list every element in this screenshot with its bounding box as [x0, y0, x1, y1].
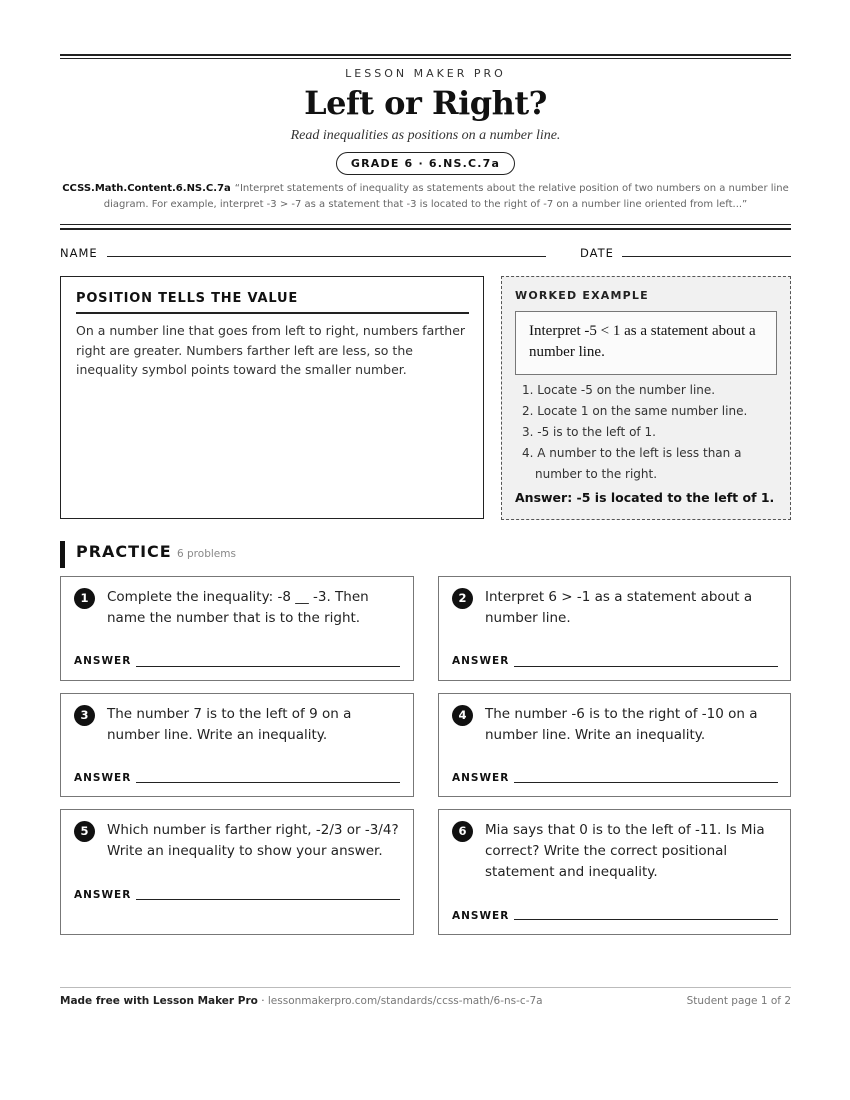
standard-code: CCSS.Math.Content.6.NS.C.7a	[62, 183, 231, 194]
worked-example-prompt: Interpret -5 < 1 as a statement about a number line.	[515, 311, 777, 375]
answer-field[interactable]	[136, 899, 400, 900]
header-rule-thick	[60, 54, 791, 56]
footer-made-with: Made free with Lesson Maker Pro	[60, 995, 258, 1007]
problem-card-2	[438, 576, 791, 681]
worked-step: 1. Locate -5 on the number line.	[522, 383, 716, 397]
problem-card-3	[60, 693, 414, 797]
answer-label: ANSWER	[452, 772, 510, 784]
date-label: DATE	[580, 246, 614, 260]
problem-card-5	[60, 809, 414, 935]
problem-card-4	[438, 693, 791, 797]
practice-title: PRACTICE	[76, 542, 172, 561]
date-field[interactable]	[622, 256, 791, 257]
problem-text: The number 7 is to the left of 9 on a number line. Write an inequality.	[107, 706, 352, 743]
worked-example-answer: Answer: -5 is located to the left of 1.	[515, 490, 775, 505]
problem-text: The number -6 is to the right of -10 on a number line. Write an inequality.	[485, 706, 758, 743]
worked-step: 4. A number to the left is less than a number to the right.	[522, 446, 742, 481]
name-field[interactable]	[107, 256, 546, 257]
footer-credit	[60, 995, 543, 1007]
worked-example-steps	[515, 380, 777, 485]
problem-text: Which number is farther right, -2/3 or -3/4? Write an inequality to show your answer.	[107, 822, 399, 859]
divider-thick	[60, 228, 791, 230]
page-subtitle: Read inequalities as positions on a number line.	[290, 128, 561, 143]
answer-label: ANSWER	[74, 655, 132, 667]
answer-field[interactable]	[514, 782, 778, 783]
answer-label: ANSWER	[452, 910, 510, 922]
brand-name: LESSON MAKER PRO	[345, 67, 506, 80]
answer-label: ANSWER	[74, 772, 132, 784]
footer-rule	[60, 987, 791, 988]
problem-text: Interpret 6 > -1 as a statement about a number line.	[485, 589, 753, 626]
answer-field[interactable]	[514, 666, 778, 667]
problem-text: Complete the inequality: -8 __ -3. Then name the number that is to the right.	[107, 589, 369, 626]
worked-example-label: WORKED EXAMPLE	[515, 289, 649, 302]
problem-number: 4	[452, 705, 473, 726]
worked-example-box	[501, 276, 791, 520]
grade-badge: GRADE 6 · 6.NS.C.7a	[336, 152, 515, 175]
problem-number: 1	[74, 588, 95, 609]
answer-label: ANSWER	[452, 655, 510, 667]
grade-badge-row	[60, 152, 791, 175]
problem-number: 3	[74, 705, 95, 726]
practice-count: 6 problems	[177, 548, 236, 560]
answer-label: ANSWER	[74, 889, 132, 901]
concept-body: On a number line that goes from left to right, numbers farther right are greater. Numbers farther left are less, so the inequality symbol points toward the smaller number.	[76, 323, 466, 377]
practice-accent-bar	[60, 541, 65, 568]
standard-description	[60, 181, 791, 213]
problem-text: Mia says that 0 is to the left of -11. Is Mia correct? Write the correct positional statement and inequality.	[485, 822, 765, 880]
answer-field[interactable]	[514, 919, 778, 920]
divider-thin	[60, 224, 791, 225]
problem-number: 5	[74, 821, 95, 842]
worked-step: 2. Locate 1 on the same number line.	[522, 404, 748, 418]
answer-field[interactable]	[136, 666, 400, 667]
footer-page-number: Student page 1 of 2	[686, 995, 791, 1007]
problem-number: 2	[452, 588, 473, 609]
concept-heading: POSITION TELLS THE VALUE	[76, 291, 469, 314]
problem-card-6	[438, 809, 791, 935]
problem-card-1	[60, 576, 414, 681]
header-rule-thin	[60, 58, 791, 59]
answer-field[interactable]	[136, 782, 400, 783]
name-label: NAME	[60, 246, 98, 260]
concept-box	[60, 276, 484, 519]
footer-url-link[interactable]: lessonmakerpro.com/standards/ccss-math/6-ns-c-7a	[267, 995, 543, 1007]
standard-text: “Interpret statements of inequality as statements about the relative position of two numbers on a number line diagram. For example, interpret -3 > -7 as a statement that -3 is located to the right of -7 on a number line oriented from left...”	[103, 183, 789, 210]
problem-number: 6	[452, 821, 473, 842]
worked-step: 3. -5 is to the left of 1.	[522, 425, 656, 439]
footer-separator: ·	[257, 995, 268, 1007]
page-title: Left or Right?	[304, 84, 547, 122]
